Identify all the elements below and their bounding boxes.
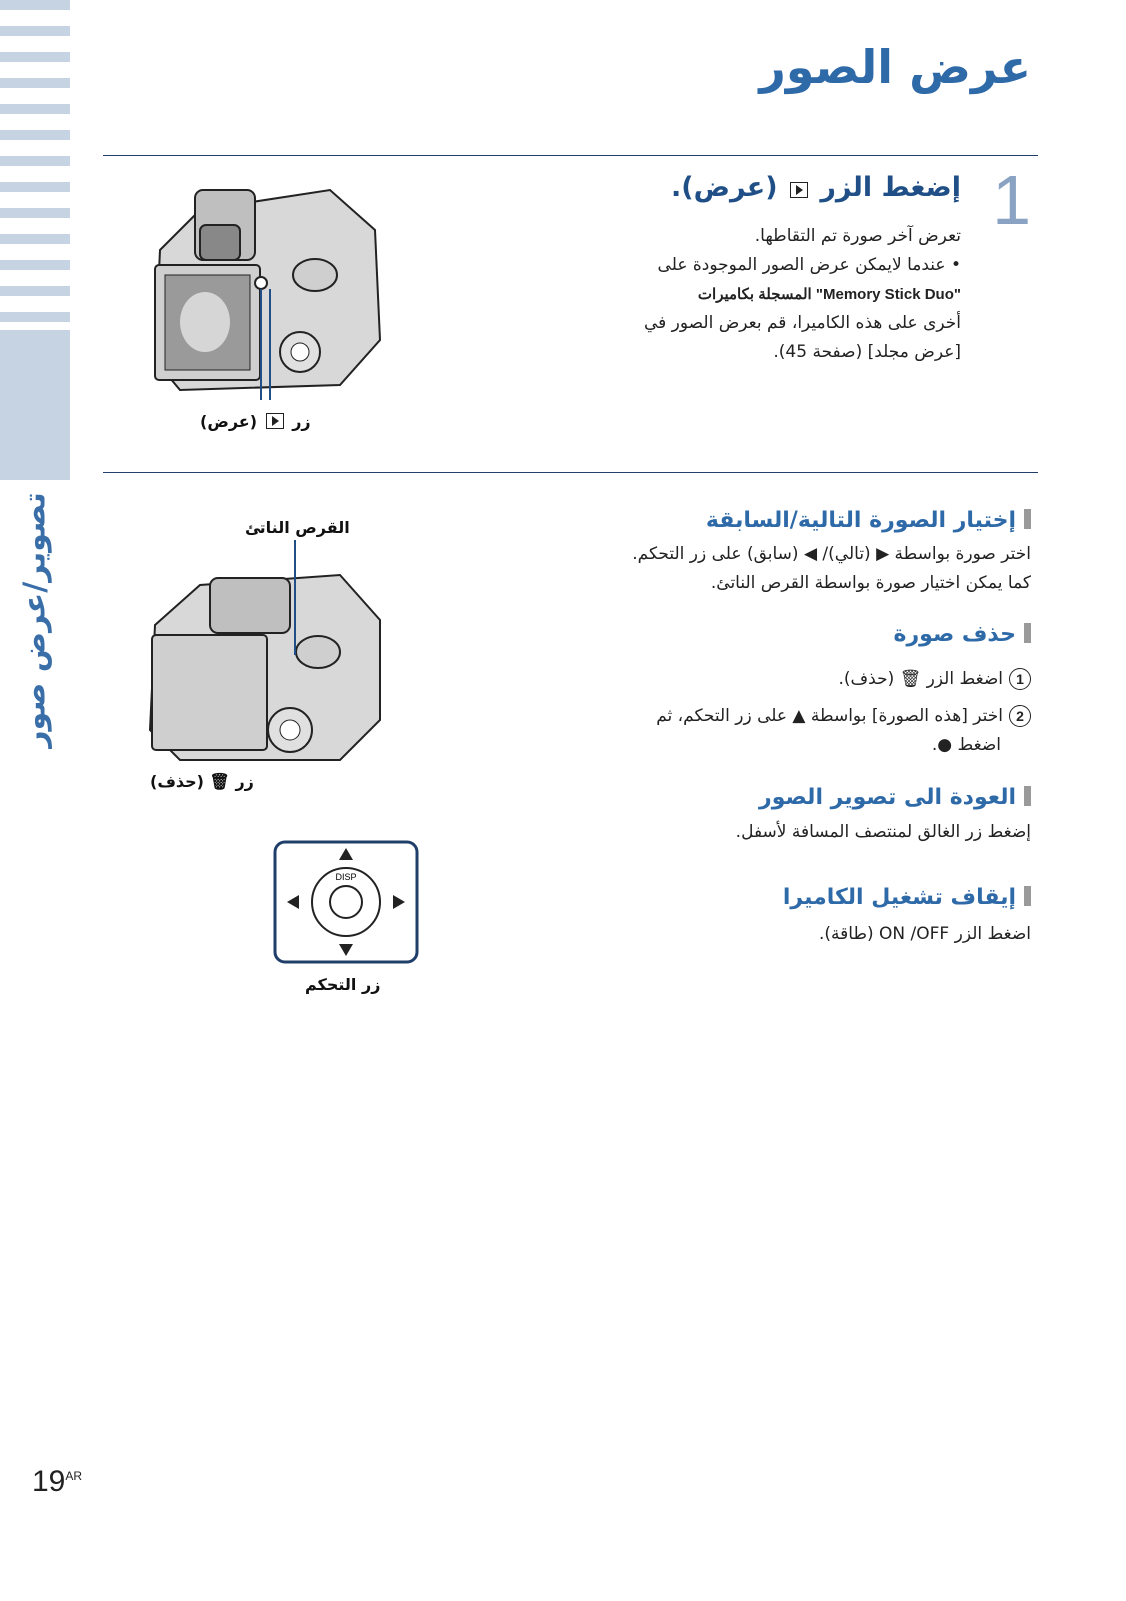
- section-delete-text: 1اضغط الزر 🗑 (حذف). 2اختر [هذه الصورة] بواسطة ▲ على زر التحكم، ثم اضغط ●.: [551, 665, 1031, 760]
- playback-icon: [790, 182, 808, 198]
- section-off-heading: إيقاف تشغيل الكاميرا: [783, 885, 1031, 910]
- control-button-caption: زر التحكم: [305, 975, 381, 994]
- section-delete-heading: حذف صورة: [894, 622, 1031, 647]
- step-number: 1: [992, 161, 1031, 239]
- section-off-text: اضغط الزر ON /OFF (طاقة).: [819, 924, 1031, 944]
- divider-middle: [103, 472, 1038, 473]
- section-back-heading: العودة الى تصوير الصور: [759, 785, 1031, 810]
- delete-button-caption: زر 🗑 (حذف): [150, 772, 254, 791]
- section-select-text: اختر صورة بواسطة ▶ (تالي)/ ◀ (سابق) على زر التحكم. كما يمكن اختيار صورة بواسطة القرص الناتئ.: [632, 544, 1031, 593]
- step1-text: تعرض آخر صورة تم التقاطها. • عندما لايمكن عرض الصور الموجودة على "Memory Stick Duo" المسجلة بكاميرات أخرى على هذه الكاميرا، قم بعرض الصور في [عرض مجلد] (صفحة 45).: [643, 226, 961, 362]
- sidebar-stripes: [0, 0, 70, 480]
- section-select-heading: إختيار الصورة التالية/السابقة: [706, 508, 1031, 533]
- playback-button-caption: زر (عرض): [200, 412, 311, 431]
- divider-top: [103, 155, 1038, 156]
- control-button-illustration: [273, 840, 419, 964]
- disp-label: DISP: [335, 872, 357, 882]
- page-title: عرض الصور: [759, 40, 1031, 94]
- playback-icon: [266, 413, 284, 429]
- sidebar-section-label: تصوير/عرض صور: [17, 492, 53, 748]
- camera-rear-illustration: [140, 170, 390, 400]
- section-back-text: إضغط زر الغالق لمنتصف المسافة لأسفل.: [735, 822, 1031, 842]
- page-number: $19^{AR}$: [32, 1465, 83, 1498]
- camera-angled-illustration: [140, 540, 390, 770]
- dial-caption: القرص الناتئ: [245, 518, 350, 537]
- step1-title: إضغط الزر (عرض).: [671, 172, 961, 203]
